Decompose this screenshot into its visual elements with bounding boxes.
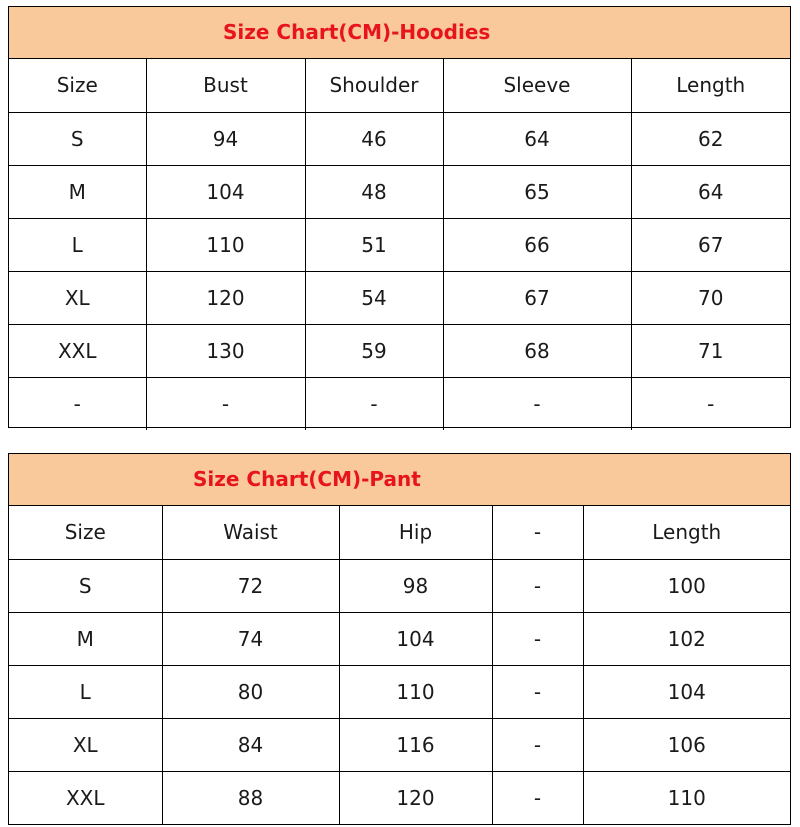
table-cell: - bbox=[492, 612, 583, 665]
hoodies-size-table bbox=[9, 59, 790, 430]
table-cell: - bbox=[443, 377, 631, 430]
table-cell: 80 bbox=[162, 665, 339, 718]
table-row bbox=[9, 665, 790, 718]
table-header-row bbox=[9, 506, 790, 559]
table-cell: 110 bbox=[146, 218, 305, 271]
table-cell: L bbox=[9, 218, 146, 271]
table-cell: XL bbox=[9, 271, 146, 324]
table-cell: 102 bbox=[583, 612, 790, 665]
table-cell: 71 bbox=[631, 324, 790, 377]
table-cell: 51 bbox=[305, 218, 443, 271]
table-cell: 84 bbox=[162, 718, 339, 771]
hoodies-chart-title: Size Chart(CM)-Hoodies bbox=[223, 20, 491, 44]
table-row bbox=[9, 324, 790, 377]
header-cell: Length bbox=[583, 506, 790, 559]
table-cell: 106 bbox=[583, 718, 790, 771]
table-cell: 130 bbox=[146, 324, 305, 377]
table-cell: 120 bbox=[339, 771, 492, 824]
table-cell: 66 bbox=[443, 218, 631, 271]
table-row bbox=[9, 218, 790, 271]
table-cell: 46 bbox=[305, 112, 443, 165]
header-cell: Shoulder bbox=[305, 59, 443, 112]
table-cell: 116 bbox=[339, 718, 492, 771]
table-row bbox=[9, 718, 790, 771]
table-cell: - bbox=[146, 377, 305, 430]
table-cell: XXL bbox=[9, 324, 146, 377]
table-cell: L bbox=[9, 665, 162, 718]
table-cell: - bbox=[492, 718, 583, 771]
hoodies-chart-title-bar bbox=[9, 7, 790, 59]
table-cell: 70 bbox=[631, 271, 790, 324]
table-cell: - bbox=[9, 377, 146, 430]
pant-size-chart bbox=[8, 453, 791, 825]
table-header-row bbox=[9, 59, 790, 112]
table-cell: 88 bbox=[162, 771, 339, 824]
table-cell: 54 bbox=[305, 271, 443, 324]
table-cell: 72 bbox=[162, 559, 339, 612]
table-cell: 104 bbox=[583, 665, 790, 718]
table-cell: - bbox=[305, 377, 443, 430]
table-row bbox=[9, 377, 790, 430]
header-cell: Waist bbox=[162, 506, 339, 559]
table-row bbox=[9, 271, 790, 324]
table-cell: 104 bbox=[339, 612, 492, 665]
table-cell: S bbox=[9, 112, 146, 165]
table-cell: 120 bbox=[146, 271, 305, 324]
table-cell: 62 bbox=[631, 112, 790, 165]
table-cell: 74 bbox=[162, 612, 339, 665]
table-cell: 64 bbox=[631, 165, 790, 218]
header-cell: Sleeve bbox=[443, 59, 631, 112]
table-row bbox=[9, 559, 790, 612]
table-cell: - bbox=[492, 559, 583, 612]
table-cell: XL bbox=[9, 718, 162, 771]
header-cell: Length bbox=[631, 59, 790, 112]
table-cell: 67 bbox=[443, 271, 631, 324]
table-cell: XXL bbox=[9, 771, 162, 824]
table-cell: 64 bbox=[443, 112, 631, 165]
table-cell: 110 bbox=[339, 665, 492, 718]
table-cell: 59 bbox=[305, 324, 443, 377]
table-row bbox=[9, 112, 790, 165]
table-cell: 65 bbox=[443, 165, 631, 218]
table-cell: 48 bbox=[305, 165, 443, 218]
table-row bbox=[9, 612, 790, 665]
table-cell: M bbox=[9, 612, 162, 665]
header-cell: - bbox=[492, 506, 583, 559]
header-cell: Size bbox=[9, 506, 162, 559]
header-cell: Bust bbox=[146, 59, 305, 112]
table-cell: 67 bbox=[631, 218, 790, 271]
table-cell: - bbox=[492, 771, 583, 824]
pant-chart-title: Size Chart(CM)-Pant bbox=[193, 467, 421, 491]
hoodies-size-chart bbox=[8, 6, 791, 428]
header-cell: Size bbox=[9, 59, 146, 112]
table-cell: S bbox=[9, 559, 162, 612]
header-cell: Hip bbox=[339, 506, 492, 559]
table-cell: 98 bbox=[339, 559, 492, 612]
pant-size-table bbox=[9, 506, 790, 824]
table-cell: 104 bbox=[146, 165, 305, 218]
table-cell: 110 bbox=[583, 771, 790, 824]
table-cell: 94 bbox=[146, 112, 305, 165]
table-cell: M bbox=[9, 165, 146, 218]
pant-chart-title-bar bbox=[9, 454, 790, 506]
table-cell: 68 bbox=[443, 324, 631, 377]
table-cell: 100 bbox=[583, 559, 790, 612]
table-cell: - bbox=[631, 377, 790, 430]
table-row bbox=[9, 771, 790, 824]
table-row bbox=[9, 165, 790, 218]
table-cell: - bbox=[492, 665, 583, 718]
